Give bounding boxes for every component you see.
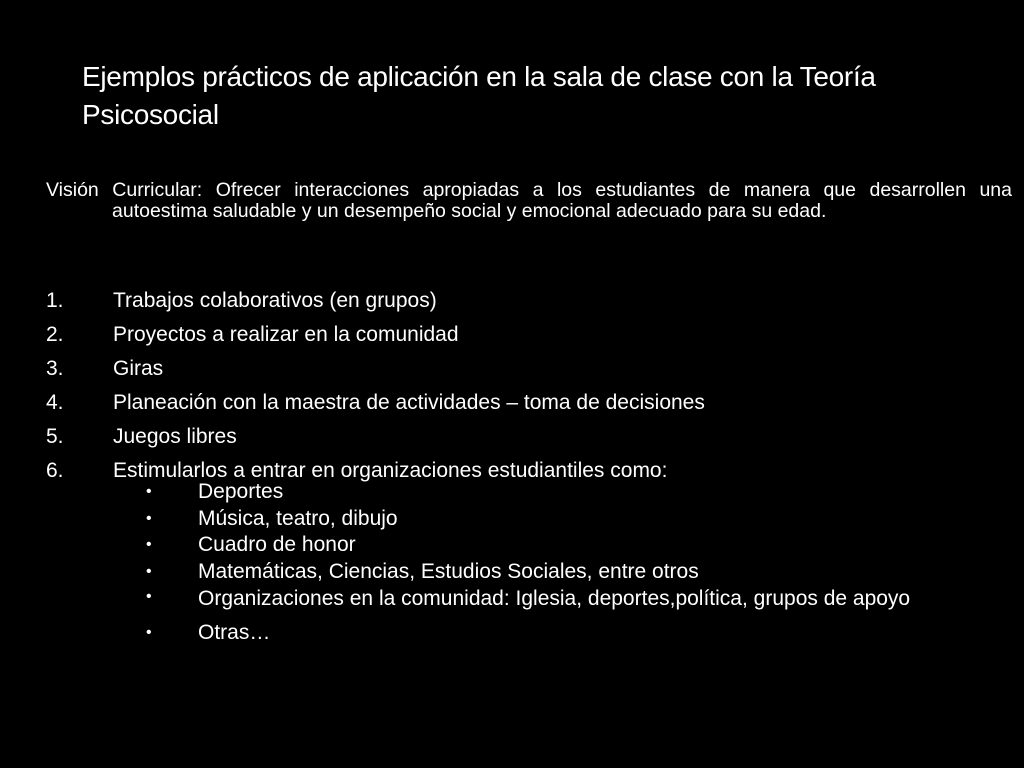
bullet-text: Organizaciones en la comunidad: Iglesia, deportes,política, grupos de apoyo xyxy=(198,587,911,610)
item-text: Planeación con la maestra de actividades – toma de decisiones xyxy=(113,391,705,414)
bullet-icon: • xyxy=(146,483,152,500)
item-text: Estimularlos a entrar en organizaciones estudiantiles como: xyxy=(113,459,668,482)
bullet-item xyxy=(146,479,946,506)
bullet-icon: • xyxy=(146,509,152,527)
bullet-icon: • xyxy=(146,562,152,580)
bullet-item xyxy=(146,620,946,647)
numbered-item xyxy=(46,284,946,318)
item-text: Giras xyxy=(113,357,164,380)
slide-title: Ejemplos prácticos de aplicación en la sala de clase con la Teoría Psicosocial xyxy=(82,61,876,130)
bullet-text: Otras… xyxy=(198,620,271,644)
bullet-icon: • xyxy=(146,588,152,605)
item-number: 6. xyxy=(46,459,64,482)
item-number: 1. xyxy=(46,289,64,312)
bullet-icon: • xyxy=(146,536,152,553)
numbered-item xyxy=(46,352,946,386)
item-text: Proyectos a realizar en la comunidad xyxy=(113,323,459,346)
bullet-text: Matemáticas, Ciencias, Estudios Sociales, entre otros xyxy=(198,559,699,583)
bullet-item xyxy=(146,559,946,586)
bullet-list xyxy=(146,479,946,646)
bullet-item xyxy=(146,506,946,533)
numbered-item xyxy=(46,420,946,454)
bullet-icon: • xyxy=(146,623,152,641)
bullet-text: Deportes xyxy=(198,480,284,503)
item-number: 5. xyxy=(46,425,64,448)
item-number: 4. xyxy=(46,391,64,414)
item-number: 2. xyxy=(46,323,64,346)
bullet-item xyxy=(146,585,946,620)
item-text: Trabajos colaborativos (en grupos) xyxy=(113,289,437,312)
bullet-text: Cuadro de honor xyxy=(198,533,356,556)
item-text: Juegos libres xyxy=(113,425,237,448)
curricular-vision-text: Visión Curricular: Ofrecer interacciones apropiadas a los estudiantes de manera que desarrollen una autoestima saludable y un desempeño social y emocional adecuado para su edad. xyxy=(46,179,1012,222)
bullet-text: Música, teatro, dibujo xyxy=(198,506,398,530)
bullet-item xyxy=(146,532,946,559)
numbered-item xyxy=(46,386,946,420)
numbered-list xyxy=(46,284,946,488)
item-number: 3. xyxy=(46,357,64,380)
numbered-item xyxy=(46,318,946,352)
